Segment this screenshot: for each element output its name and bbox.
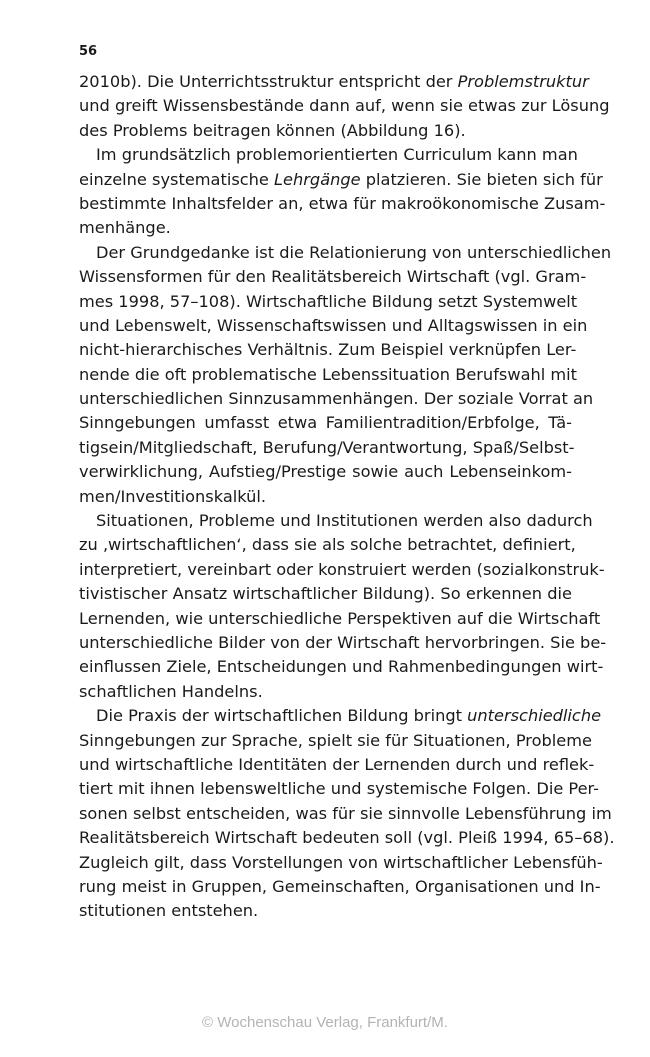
- text-segment: Sinngebungen umfasst etwa Familientradition/Erbfolge, Tä-: [79, 413, 572, 433]
- text-line: [79, 607, 601, 631]
- text-segment: 2010b). Die Unterrichtsstruktur entspricht der: [79, 72, 458, 91]
- paragraph: [79, 143, 606, 241]
- text-line: [79, 168, 603, 192]
- text-line: [79, 582, 572, 606]
- text-line: [79, 485, 572, 509]
- text-line: [79, 363, 578, 387]
- text-segment: Der Grundgedanke ist die Relationierung von unterschiedlichen: [96, 242, 612, 262]
- text-line: [79, 460, 572, 484]
- text-line: [79, 290, 578, 314]
- text-line: [79, 411, 572, 435]
- paragraph: [79, 704, 615, 924]
- text-segment: unterschiedlichen Sinnzusammenhängen. Der soziale Vorrat an: [79, 389, 594, 409]
- text-segment: menhänge.: [79, 218, 171, 238]
- paragraph: [79, 509, 607, 704]
- text-segment: Lernenden, wie unterschiedliche Perspektiven auf die Wirtschaft: [79, 608, 601, 628]
- text-line: [79, 265, 587, 289]
- text-segment: rung meist in Gruppen, Gemeinschaften, Organisationen und In-: [79, 876, 601, 896]
- italic-text: unterschiedliche: [467, 706, 602, 726]
- text-segment: einflussen Ziele, Entscheidungen und Rahmenbedingungen wirt-: [79, 657, 604, 677]
- text-segment: Im grundsätzlich problemorientierten Curriculum kann man: [96, 145, 578, 165]
- text-segment: Realitätsbereich Wirtschaft bedeuten soll (vgl. Pleiß 1994, 65–68).: [79, 828, 615, 848]
- text-line: [79, 436, 575, 460]
- paragraph: [79, 241, 612, 509]
- text-segment: tigsein/Mitgliedschaft, Berufung/Verantwortung, Spaß/Selbst-: [79, 437, 575, 457]
- text-line: [79, 704, 602, 728]
- text-segment: platzieren. Sie bieten sich für: [360, 169, 603, 189]
- copyright-footer: © Wochenschau Verlag, Frankfurt/M.: [202, 1014, 448, 1031]
- text-segment: zu ‚wirtschaftlichen‘, dass sie als solche betrachtet, definiert,: [79, 535, 576, 555]
- body-text: [79, 70, 615, 924]
- text-line: [79, 94, 610, 118]
- text-line: [79, 899, 572, 923]
- text-line: [79, 314, 588, 338]
- text-line: [79, 802, 612, 826]
- text-line: [79, 216, 572, 240]
- text-segment: Sinngebungen zur Sprache, spielt sie für Situationen, Probleme: [79, 730, 592, 750]
- text-segment: Die Praxis der wirtschaftlichen Bildung bringt: [96, 706, 468, 726]
- text-line: [79, 509, 593, 533]
- text-segment: mes 1998, 57–108). Wirtschaftliche Bildung setzt Systemwelt: [79, 291, 578, 311]
- text-segment: unterschiedliche Bilder von der Wirtschaft hervorbringen. Sie be-: [79, 632, 607, 652]
- text-segment: nende die oft problematische Lebenssituation Berufswahl mit: [79, 364, 578, 384]
- text-segment: Situationen, Probleme und Institutionen werden also dadurch: [96, 511, 593, 531]
- text-segment: sonen selbst entscheiden, was für sie sinnvolle Lebensführung im: [79, 803, 612, 823]
- text-segment: nicht-hierarchisches Verhältnis. Zum Beispiel verknüpfen Ler-: [79, 340, 577, 360]
- text-line: [79, 826, 615, 850]
- text-line: [79, 729, 592, 753]
- italic-text: Problemstruktur: [457, 72, 589, 91]
- page-number: 56: [79, 44, 98, 59]
- text-segment: tiert mit ihnen lebensweltliche und systemische Folgen. Die Per-: [79, 779, 600, 799]
- text-line: [79, 680, 572, 704]
- text-segment: stitutionen entstehen.: [79, 901, 259, 921]
- text-segment: und Lebenswelt, Wissenschaftswissen und Alltagswissen in ein: [79, 315, 588, 335]
- text-segment: Zugleich gilt, dass Vorstellungen von wirtschaftlicher Lebensfüh-: [79, 852, 603, 872]
- text-line: [79, 875, 601, 899]
- text-segment: und greift Wissensbestände dann auf, wenn sie etwas zur Lösung: [79, 96, 610, 116]
- paragraph: [79, 70, 610, 143]
- text-line: [79, 851, 603, 875]
- text-line: [79, 631, 607, 655]
- text-line: [79, 387, 594, 411]
- text-segment: tivistischer Ansatz wirtschaftlicher Bildung). So erkennen die: [79, 584, 572, 604]
- text-line: [79, 241, 612, 265]
- text-segment: schaftlichen Handelns.: [79, 681, 263, 701]
- text-line: [79, 777, 600, 801]
- text-segment: Wissensformen für den Realitätsbereich Wirtschaft (vgl. Gram-: [79, 267, 587, 287]
- text-line: [79, 558, 605, 582]
- text-segment: verwirklichung, Aufstieg/Prestige sowie auch Lebenseinkom-: [79, 462, 572, 482]
- italic-text: Lehrgänge: [274, 169, 361, 189]
- text-segment: men/Investitionskalkül.: [79, 486, 267, 506]
- text-segment: einzelne systematische: [79, 169, 275, 189]
- text-line: [79, 143, 578, 167]
- text-line: [79, 70, 589, 94]
- text-segment: des Problems beitragen können (Abbildung 16).: [79, 120, 466, 140]
- text-line: [79, 119, 572, 143]
- text-segment: und wirtschaftliche Identitäten der Lernenden durch und reflek-: [79, 754, 595, 774]
- text-line: [79, 753, 595, 777]
- text-line: [79, 338, 577, 362]
- text-segment: interpretiert, vereinbart oder konstruiert werden (sozialkonstruk-: [79, 559, 605, 579]
- text-line: [79, 192, 606, 216]
- text-line: [79, 533, 576, 557]
- text-line: [79, 655, 604, 679]
- text-segment: bestimmte Inhaltsfelder an, etwa für makroökonomische Zusam-: [79, 193, 606, 213]
